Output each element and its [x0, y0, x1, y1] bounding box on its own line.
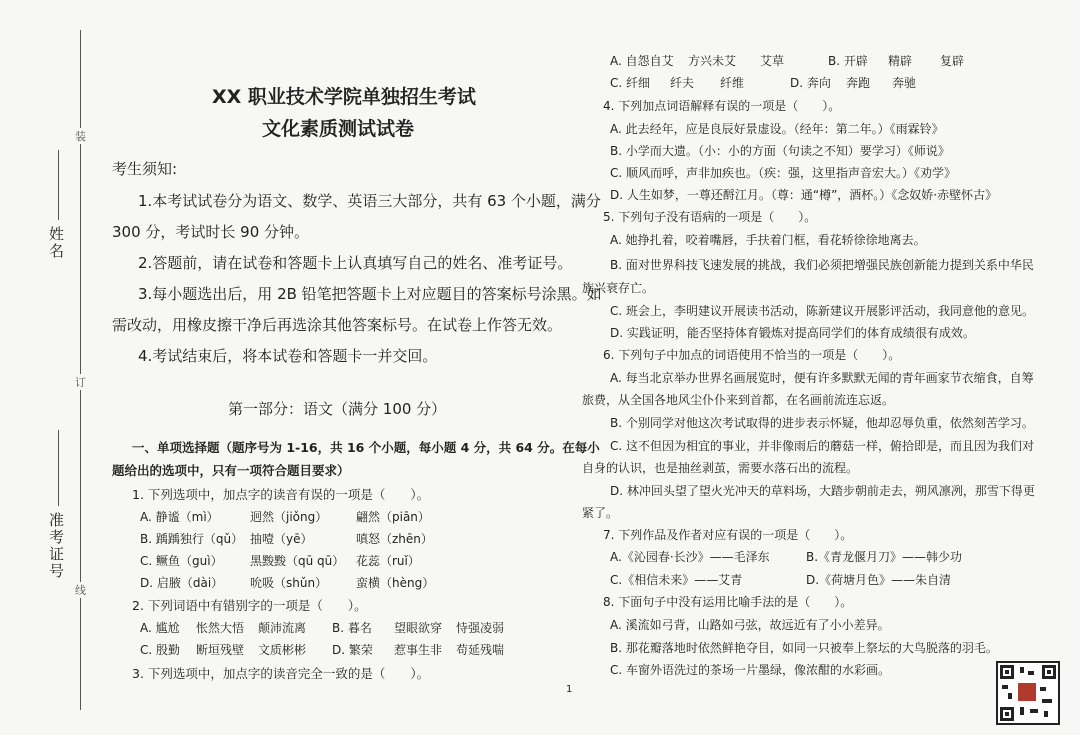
text-line: C. 这不但因为相宜的事业，并非像雨后的蘑菇一样，俯拾即是，而且因为我们对	[610, 439, 1035, 453]
text-line: A. 她挣扎着，咬着嘴唇，手扶着门框，看花轿徐徐地离去。	[610, 233, 926, 247]
ticket-number-label: 准考证号	[47, 512, 65, 580]
qr-code-icon	[996, 661, 1060, 725]
option: C.《相信未来》——艾青	[610, 573, 743, 587]
notice-item-1b: 300 分，考试时长 90 分钟。	[112, 223, 310, 241]
notice-item-3b: 需改动，用橡皮擦干净后再选涂其他答案标号。在试卷上作答无效。	[112, 316, 563, 334]
option: 复辟	[940, 54, 965, 68]
question-7-stem: 7. 下列作品及作者对应有误的一项是（ ）。	[603, 528, 853, 542]
text-line: B. 那花瓣落地时依然鲜艳夺目，如同一只被奉上祭坛的大鸟脱落的羽毛。	[610, 641, 998, 655]
option: 望眼欲穿	[394, 621, 443, 635]
exam-subtitle: 文化素质测试试卷	[262, 118, 415, 140]
text-line: A. 溪流如弓背，山路如弓弦，故远近有了小小差异。	[610, 618, 890, 632]
option: D. 奔向	[790, 76, 831, 90]
text-line: 自身的认识，也是抽丝剥茧，需要水落石出的流程。	[582, 461, 859, 475]
option: 颠沛流离	[258, 621, 307, 635]
question-4-stem: 4. 下列加点词语解释有误的一项是（ ）。	[603, 99, 841, 113]
text-line: D. 人生如梦，一尊还酹江月。（尊：通“樽”，酒杯。）《念奴娇·赤壁怀古》	[610, 188, 998, 202]
option: B. 暮名	[332, 621, 372, 635]
option: 花蕊（ruǐ）	[356, 554, 420, 568]
question-6-stem: 6. 下列句子中加点的词语使用不恰当的一项是（ ）。	[603, 348, 901, 362]
option: A. 静谧（mì）	[140, 510, 219, 524]
question-1-stem: 1. 下列选项中，加点字的读音有误的一项是（ ）。	[132, 487, 430, 502]
part-title: 第一部分：语文（满分 100 分）	[228, 400, 447, 418]
text-line: C. 顺风而呼，声非加疾也。（疾：强，这里指声音宏大。）《劝学》	[610, 166, 957, 180]
option: 苟延残喘	[456, 643, 505, 657]
option: 纤夫	[670, 76, 695, 90]
text-line: C. 车窗外语洗过的茶场一片墨绿，像浓酣的水彩画。	[610, 663, 891, 677]
name-blank	[58, 150, 59, 220]
option: D. 启腋（dài）	[140, 576, 224, 590]
page-number: 1	[566, 684, 573, 695]
question-8-stem: 8. 下面句子中没有运用比喻手法的是（ ）。	[603, 595, 853, 609]
option: 翩然（piān）	[356, 510, 430, 524]
option: 蛮横（hèng）	[356, 576, 435, 590]
text-line: A. 此去经年，应是良辰好景虚设。（经年：第二年。）《雨霖铃》	[610, 122, 944, 136]
text-line: A. 每当北京举办世界名画展览时，便有许多默默无闻的青年画家节衣缩食，自筹	[610, 371, 1034, 385]
option: B. 踽踽独行（qǔ）	[140, 532, 244, 546]
option: 怅然大悟	[196, 621, 245, 635]
option: 抽噎（yē）	[250, 532, 313, 546]
option: 纤维	[720, 76, 745, 90]
text-line: 旅费，从全国各地风尘仆仆来到首都，在名画前流连忘返。	[582, 393, 895, 407]
option: C. 纤细	[610, 76, 651, 90]
option: C. 鳜鱼（guì）	[140, 554, 223, 568]
option: 精辟	[888, 54, 913, 68]
question-3-stem: 3. 下列选项中，加点字的读音完全一致的是（ ）。	[132, 666, 430, 681]
question-2-stem: 2. 下列词语中有错别字的一项是（ ）。	[132, 598, 367, 613]
option: D. 繁荣	[332, 643, 373, 657]
option: B.《青龙偃月刀》——韩少功	[806, 550, 963, 564]
option: 艾草	[760, 54, 785, 68]
section-heading-2: 题给出的选项中，只有一项符合题目要求）	[112, 463, 350, 478]
text-line: 族兴衰存亡。	[582, 281, 655, 295]
notice-heading: 考生须知:	[112, 160, 178, 178]
text-line: B. 个别同学对他这次考试取得的进步表示怀疑，他却忍辱负重，依然刻苦学习。	[610, 416, 1034, 430]
ticket-number-blank	[58, 430, 59, 506]
option: A. 尴尬	[140, 621, 180, 635]
text-line: D. 实践证明，能否坚持体育锻炼对提高同学们的体育成绩很有成效。	[610, 326, 975, 340]
option: 嗔怒（zhēn）	[356, 532, 433, 546]
exam-title: XX 职业技术学院单独招生考试	[212, 86, 476, 108]
option: 奔跑	[846, 76, 871, 90]
option: A. 自怨自艾	[610, 54, 674, 68]
option: 断垣残壁	[196, 643, 245, 657]
option: 黑黢黢（qū qū）	[250, 554, 345, 568]
binding-mark-zhuang: 装	[75, 130, 86, 143]
option: 惹事生非	[394, 643, 443, 657]
text-line: B. 小学而大遗。（小：小的方面（句读之不知）要学习）《师说》	[610, 144, 950, 158]
option: B. 开辟	[828, 54, 868, 68]
notice-item-3: 3.每小题选出后，用 2B 铅笔把答题卡上对应题目的答案标号涂黑。如	[138, 285, 602, 303]
option: 迥然（jiǒng）	[250, 510, 328, 524]
question-5-stem: 5. 下列句子没有语病的一项是（ ）。	[603, 210, 817, 224]
option: C. 殷勤	[140, 643, 181, 657]
text-line: 紧了。	[582, 506, 619, 520]
notice-item-4: 4.考试结束后，将本试卷和答题卡一并交回。	[138, 347, 438, 365]
text-line: C. 班会上，李明建议开展读书活动，陈新建议开展影评活动，我同意他的意见。	[610, 304, 1035, 318]
option: 奔驰	[892, 76, 917, 90]
option: 方兴未艾	[688, 54, 737, 68]
binding-mark-ding: 订	[75, 376, 86, 389]
option: 文质彬彬	[258, 643, 307, 657]
binding-mark-xian: 线	[75, 584, 86, 597]
name-label: 姓名	[47, 226, 65, 260]
notice-item-1: 1.本考试试卷分为语文、数学、英语三大部分，共有 63 个小题，满分	[138, 192, 601, 210]
option: A.《沁园春·长沙》——毛泽东	[610, 550, 770, 564]
notice-item-2: 2.答题前，请在试卷和答题卡上认真填写自己的姓名、准考证号。	[138, 254, 573, 272]
option: 吮吸（shǔn）	[250, 576, 328, 590]
text-line: D. 林冲回头望了望火光冲天的草料场，大踏步朝前走去，朔风凛冽，那雪下得更	[610, 484, 1035, 498]
option: 恃强凌弱	[456, 621, 505, 635]
text-line: B. 面对世界科技飞速发展的挑战，我们必须把增强民族创新能力提到关系中华民	[610, 258, 1034, 272]
section-heading: 一、单项选择题（题序号为 1-16，共 16 个小题，每小题 4 分，共 64 分。在每小	[132, 440, 600, 455]
option: D.《荷塘月色》——朱自清	[806, 573, 952, 587]
